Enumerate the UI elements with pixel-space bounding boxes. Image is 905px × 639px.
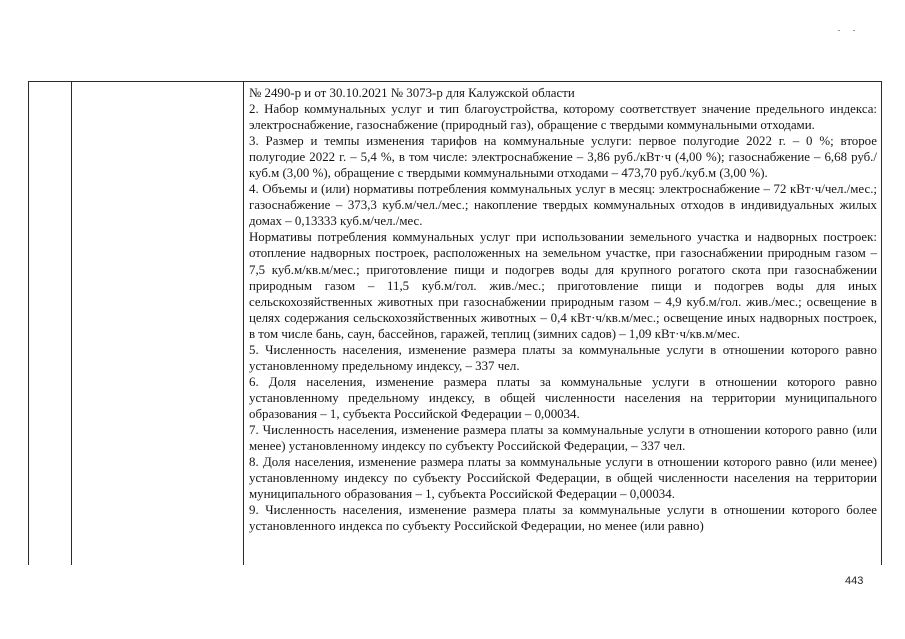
page-number: 443 <box>845 575 864 587</box>
document-table <box>28 81 882 565</box>
table-column-divider <box>243 82 244 565</box>
paragraph: 8. Доля населения, изменение размера платы за коммунальные услуги в отношении которого равно (или менее) установленному индексу по субъекту Российской Федерации, в общей численности населения на территории муниципального образования – 1, субъекта Российской Федерации – 0,00034. <box>249 455 877 502</box>
scan-artifact <box>838 30 840 31</box>
paragraph: 4. Объемы и (или) нормативы потребления коммунальных услуг в месяц: электроснабжение – 72 кВт·ч/чел./мес.; газоснабжение – 373,3 куб.м/чел./мес.; накопление твердых коммунальных отходов в индивидуальных жилых домах – 0,13333 куб.м/чел./мес. <box>249 182 877 229</box>
paragraph: № 2490-р и от 30.10.2021 № 3073-р для Калужской области <box>249 86 575 100</box>
paragraph: 3. Размер и темпы изменения тарифов на коммунальные услуги: первое полугодие 2022 г. – 0 %; второе полугодие 2022 г. – 5,4 %, в том числе: электроснабжение – 3,86 руб./кВт·ч (4,00 %); газоснабжение – 6,68 руб./куб.м (3,00 %), обращение с твердыми коммунальными отходами – 473,70 руб./куб.м (3,00 %). <box>249 134 877 181</box>
paragraph: 5. Численность населения, изменение размера платы за коммунальные услуги в отношении которого равно установленному предельному индексу, – 337 чел. <box>249 342 877 373</box>
paragraph: 6. Доля населения, изменение размера платы за коммунальные услуги в отношении которого равно установленному предельному индексу, в общей численности населения на территории муниципального образования – 1, субъекта Российской Федерации – 0,00034. <box>249 374 877 421</box>
table-column-divider <box>71 82 72 565</box>
paragraph: Нормативы потребления коммунальных услуг при использовании земельного участка и надворных построек: отопление надворных построек, расположенных на земельном участке, при газоснабжении природным газом – 7,5 куб.м/кв.м/мес.; приготовление пищи и подогрев воды для крупного рогатого скота при газоснабжении природным газом – 11,5 куб.м/гол. жив./мес.; приготовление пищи и подогрев воды для иных сельскохозяйственных животных при газоснабжении природным газом – 4,9 куб.м/гол. жив./мес.; освещение в целях содержания сельскохозяйственных животных – 0,4 кВт·ч/кв.м/мес.; освещение иных надворных построек, в том числе бань, саун, бассейнов, гаражей, теплиц (зимних садов) – 1,09 кВт·ч/кв.м/мес. <box>249 230 877 341</box>
scan-artifact <box>853 30 855 31</box>
table-cell-text <box>249 85 877 534</box>
paragraph: 9. Численность населения, изменение размера платы за коммунальные услуги в отношении которого более установленного индекса по субъекту Российской Федерации, но менее (или равно) <box>249 503 877 534</box>
paragraph: 7. Численность населения, изменение размера платы за коммунальные услуги в отношении которого равно (или менее) установленному индексу по субъекту Российской Федерации, – 337 чел. <box>249 422 877 454</box>
paragraph: 2. Набор коммунальных услуг и тип благоустройства, которому соответствует значение предельного индекса: электроснабжение, газоснабжение (природный газ), обращение с твердыми коммунальными отходами. <box>249 102 877 133</box>
